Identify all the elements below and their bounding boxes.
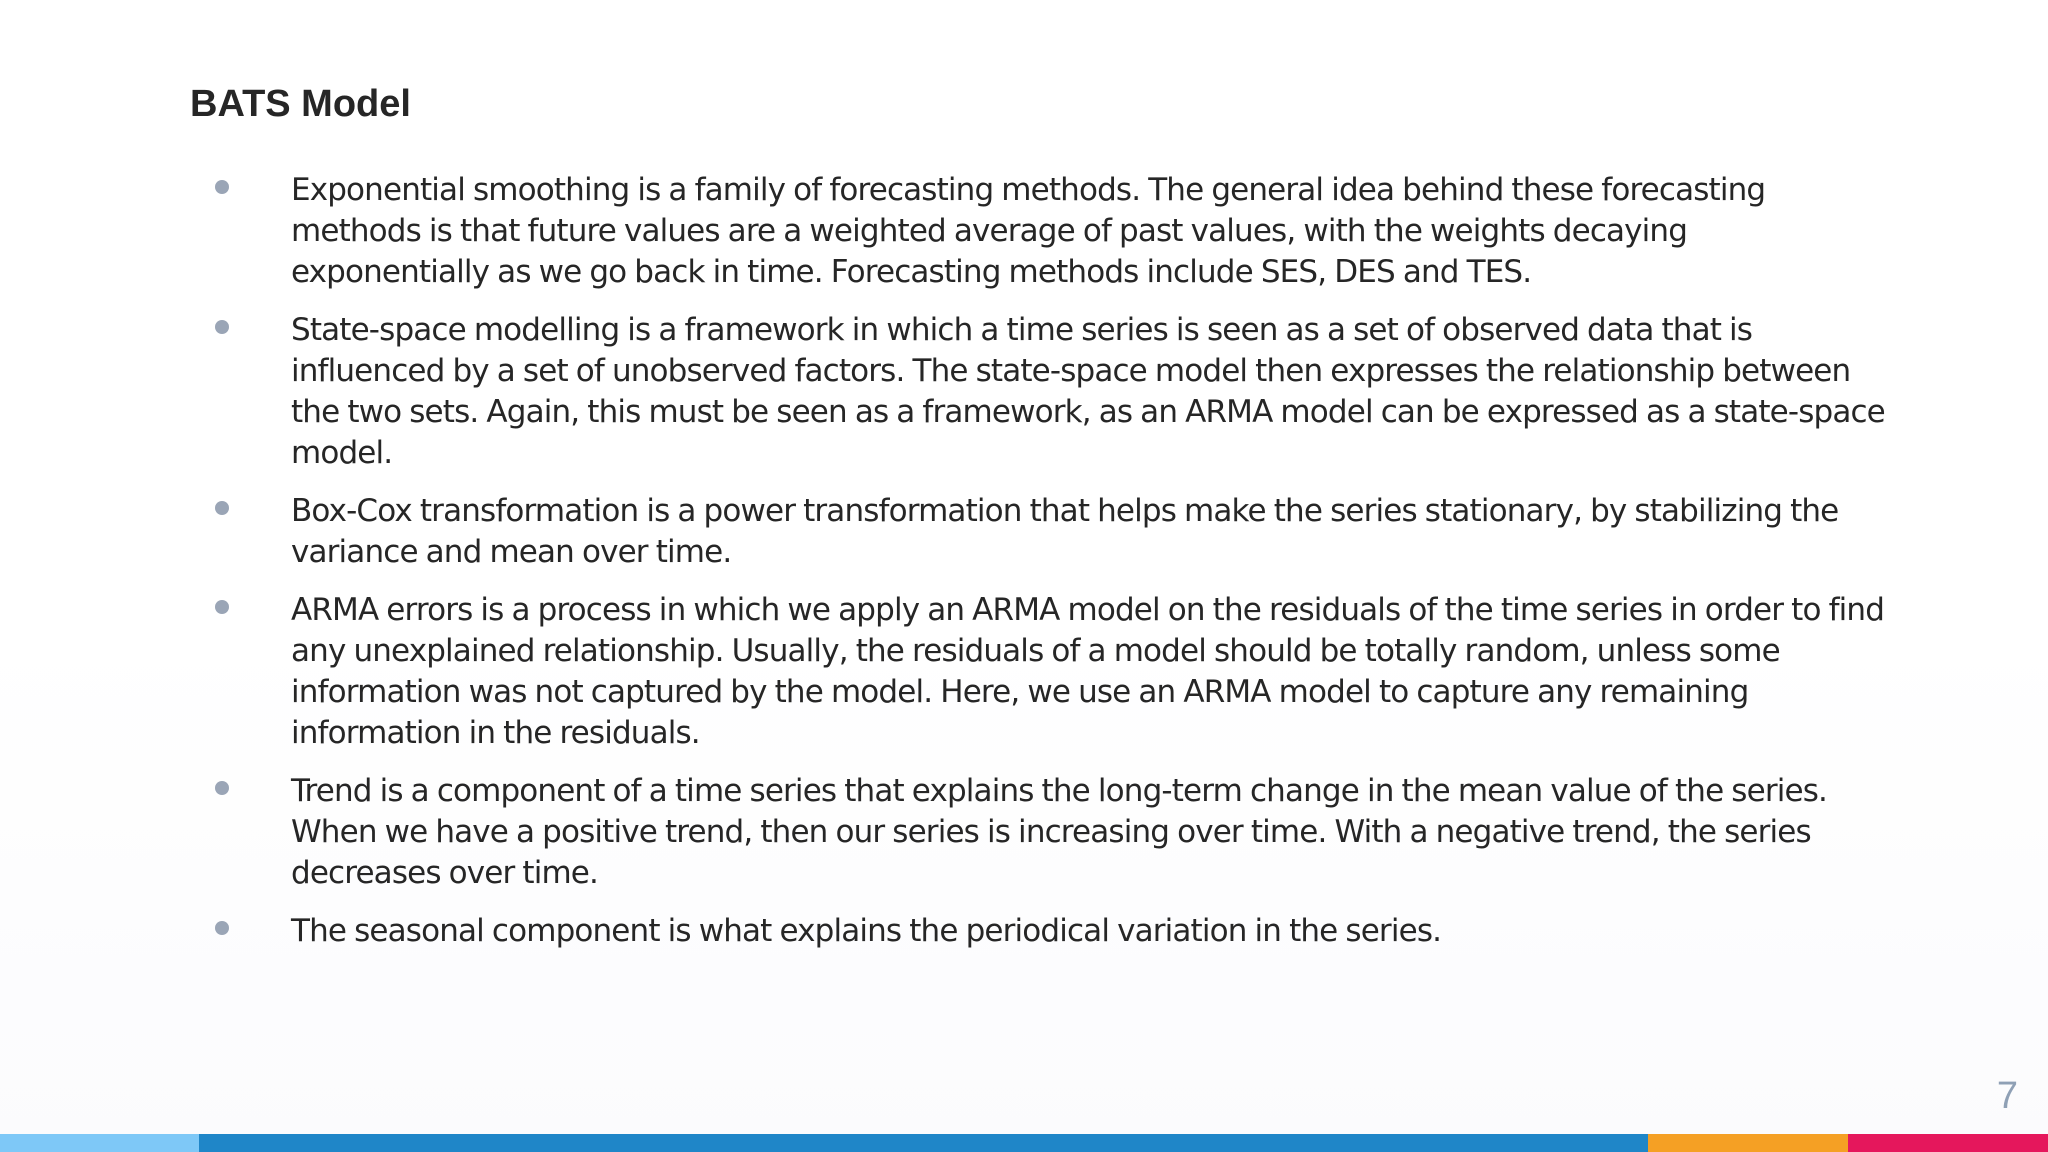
bullet-dot-icon [215, 781, 229, 795]
bullet-item [0, 310, 1891, 474]
bullet-item [0, 170, 1891, 293]
slide-title: BATS Model [190, 83, 411, 125]
bullet-text: State-space modelling is a framework in which a time series is seen as a set of observed data that is influenced by a set of unobserved factors. The state-space model then expresses the relationship between the two sets. Again, this must be seen as a framework, as an ARMA model can be expressed as a state-space model. [291, 312, 1885, 471]
color-bar-segment-light-blue [0, 1134, 199, 1152]
bullet-text: ARMA errors is a process in which we apply an ARMA model on the residuals of the time series in order to find any unexplained relationship. Usually, the residuals of a model should be totally random, unless some information was not captured by the model. Here, we use an ARMA model to capture any remaining information in the residuals. [291, 592, 1885, 751]
color-bar-segment-blue [199, 1134, 1648, 1152]
color-bar-segment-pink [1848, 1134, 2048, 1152]
bullet-item [0, 590, 1891, 754]
bullet-text: The seasonal component is what explains the periodical variation in the series. [291, 913, 1442, 949]
bullet-dot-icon [215, 180, 229, 194]
bullet-text: Box-Cox transformation is a power transformation that helps make the series stationary, by stabilizing the variance and mean over time. [291, 493, 1839, 570]
bullet-dot-icon [215, 600, 229, 614]
bullet-item [0, 911, 1891, 952]
color-bar-segment-orange [1648, 1134, 1848, 1152]
page-number: 7 [1996, 1075, 2018, 1117]
footer-color-bar [0, 1134, 2048, 1152]
bullet-item [0, 491, 1891, 573]
bullet-text: Exponential smoothing is a family of forecasting methods. The general idea behind these forecasting methods is that future values are a weighted average of past values, with the weights decaying exponentially as we go back in time. Forecasting methods include SES, DES and TES. [291, 172, 1766, 290]
bullet-list [0, 170, 2048, 969]
bullet-text: Trend is a component of a time series that explains the long-term change in the mean value of the series. When we have a positive trend, then our series is increasing over time. With a negative trend, the series decreases over time. [291, 773, 1828, 891]
bullet-dot-icon [215, 921, 229, 935]
bullet-item [0, 771, 1891, 894]
bullet-dot-icon [215, 501, 229, 515]
bullet-dot-icon [215, 320, 229, 334]
